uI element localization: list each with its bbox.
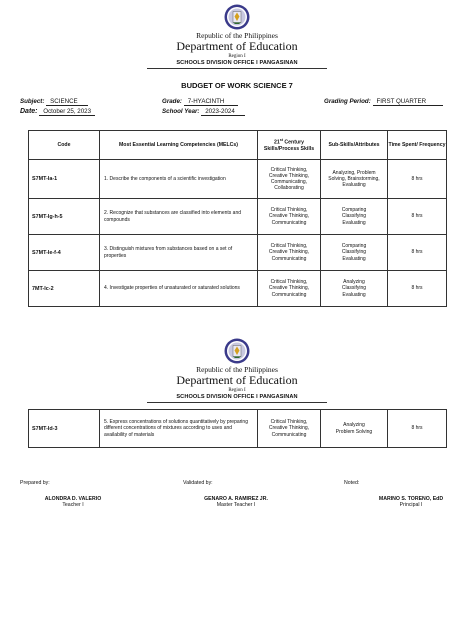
validated-position: Master Teacher I [216, 502, 256, 508]
header-time: Time Spent/ Frequency [388, 131, 447, 160]
subskill-line: Evaluating [342, 219, 366, 226]
region-line: Region I [228, 388, 246, 393]
subskill-line: Analyzing [343, 422, 365, 429]
competency-text: 1. Describe the components of a scientific investigation [100, 160, 258, 199]
time-spent: 8 hrs [388, 235, 447, 271]
grade-label: Grade: [162, 98, 182, 105]
competency-code: S7MT-Ig-h-5 [29, 199, 100, 235]
skill-line: Critical Thinking, [270, 419, 308, 426]
skill-line: Critical Thinking, [270, 207, 308, 214]
header-code: Code [29, 131, 100, 160]
table-header-row [29, 131, 447, 160]
subskill-line: Evaluating [342, 182, 366, 189]
noted-name: MARINO S. TORENO, EdD [378, 496, 444, 502]
skill-line: Collaborating [274, 185, 304, 192]
signatory-prepared [20, 496, 126, 508]
competency-code: 7MT-Ic-2 [29, 271, 100, 307]
century-skills [258, 271, 321, 307]
school-year-value: 2023-2024 [201, 108, 245, 116]
time-spent: 8 hrs [388, 199, 447, 235]
signatory-noted [356, 496, 466, 508]
noted-label: Noted: [344, 480, 360, 486]
century-skills [258, 199, 321, 235]
noted-position: Principal I [399, 502, 423, 508]
subskill-line: Classifying [341, 213, 367, 220]
header-rule [147, 402, 327, 403]
subject-label: Subject: [20, 98, 45, 105]
competency-text: 4. Investigate properties of unsaturated or saturated solutions [100, 271, 258, 307]
signatory-validated [176, 496, 296, 508]
skill-line: Creative Thinking, [268, 249, 310, 256]
prepared-name: ALONDRA D. VALERIO [44, 496, 102, 502]
competency-code: S7MT-Ie-f-4 [29, 235, 100, 271]
time-spent: 8 hrs [388, 271, 447, 307]
subskill-line: Problem Solving [335, 428, 373, 435]
republic-line: Republic of the Philippines [196, 31, 278, 40]
prepared-position: Teacher I [62, 502, 84, 508]
subskill-line: Classifying [341, 285, 367, 292]
school-year-label: School Year: [162, 108, 200, 115]
table-row [29, 410, 447, 448]
subject-field [20, 98, 88, 106]
sub-skills [321, 160, 388, 199]
skill-line: Critical Thinking, [270, 166, 308, 173]
competency-text: 2. Recognize that substances are classified into elements and compounds [100, 199, 258, 235]
date-label: Date: [20, 108, 38, 115]
competency-text: 3. Distinguish mixtures from substances based on a set of properties [100, 235, 258, 271]
grade-field [162, 98, 238, 106]
table-row [29, 160, 447, 199]
skill-line: Creative Thinking, [268, 172, 310, 179]
competency-text: 5. Express concentrations of solutions quantitatively by preparing different concentrations of mixtures according to uses and availability of materials [100, 410, 258, 448]
sub-skills [321, 410, 388, 448]
header-century-skills: 21st Century Skills/Process Skills [258, 131, 321, 160]
validated-name: GENARO A. RAMIREZ JR. [204, 496, 268, 502]
skill-line: Creative Thinking, [268, 213, 310, 220]
table-row [29, 235, 447, 271]
skill-line: Critical Thinking, [270, 279, 308, 286]
sub-skills [321, 199, 388, 235]
deped-seal-icon [224, 338, 250, 364]
school-year-field [162, 108, 245, 116]
document-title: BUDGET OF WORK SCIENCE 7 [181, 81, 293, 90]
letterhead-page-2 [0, 338, 474, 403]
validated-by-label: Validated by: [183, 480, 213, 486]
skill-line: Communicating, [270, 179, 308, 185]
skill-line: Communicating [271, 291, 307, 298]
skill-line: Creative Thinking, [268, 285, 310, 292]
grade-value: 7-HYACINTH [184, 98, 238, 106]
republic-line: Republic of the Philippines [196, 365, 278, 374]
date-field [20, 108, 95, 116]
century-skills [258, 410, 321, 448]
subskill-line: Analyzing [343, 279, 365, 286]
subskill-line: Analyzing, Problem [332, 169, 376, 176]
subskill-line: Comparing [341, 243, 367, 250]
sub-skills [321, 271, 388, 307]
skill-line: Critical Thinking, [270, 243, 308, 250]
century-skills [258, 160, 321, 199]
department-name: Department of Education [176, 39, 298, 53]
subskill-line: Solving, Brainstorming, [328, 175, 380, 182]
table-row [29, 199, 447, 235]
header-subskills: Sub-Skills/Attributes [321, 131, 388, 160]
skill-line: Communicating [271, 431, 307, 438]
region-line: Region I [228, 54, 246, 59]
prepared-by-label: Prepared by: [20, 480, 50, 486]
division-line: SCHOOLS DIVISION OFFICE I PANGASINAN [176, 394, 298, 400]
time-spent: 8 hrs [388, 160, 447, 199]
letterhead [0, 4, 474, 69]
skill-line: Communicating [271, 255, 307, 262]
competency-code: S7MT-Id-3 [29, 410, 100, 448]
century-skills [258, 235, 321, 271]
grading-value: FIRST QUARTER [373, 98, 443, 106]
department-name: Department of Education [176, 373, 298, 387]
subskill-line: Classifying [341, 249, 367, 256]
table-row [29, 271, 447, 307]
subskill-line: Comparing [341, 207, 367, 214]
competency-code: S7MT-Ia-1 [29, 160, 100, 199]
sub-skills [321, 235, 388, 271]
grading-period-field [324, 98, 443, 106]
division-line: SCHOOLS DIVISION OFFICE I PANGASINAN [176, 60, 298, 66]
date-value: October 25, 2023 [39, 108, 95, 116]
grading-label: Grading Period: [324, 98, 371, 105]
time-spent: 8 hrs [388, 410, 447, 448]
budget-table [28, 130, 447, 307]
skill-line: Creative Thinking, [268, 425, 310, 432]
header-melc: Most Essential Learning Competencies (MELCs) [100, 131, 258, 160]
subskill-line: Evaluating [342, 255, 366, 262]
skill-line: Communicating [271, 219, 307, 226]
deped-seal-icon [224, 4, 250, 30]
budget-table-continued [28, 409, 447, 448]
subskill-line: Evaluating [342, 291, 366, 298]
header-rule [147, 68, 327, 69]
subject-value: SCIENCE [46, 98, 88, 106]
